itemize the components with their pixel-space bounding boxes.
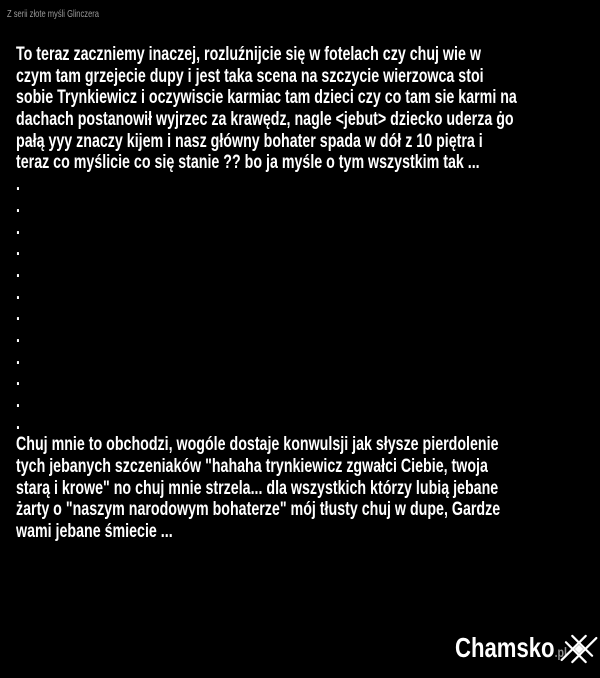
dot-line: . xyxy=(16,368,20,391)
site-logo-tld: .pl xyxy=(554,645,568,660)
rotated-hash-icon xyxy=(559,624,599,674)
meme-text-line: tych jebanych szczeniaków "hahaha trynkiewicz zgwałci Ciebie, twoja xyxy=(16,455,488,478)
dot-line: . xyxy=(16,324,20,347)
dot-line: . xyxy=(16,346,20,369)
meme-text-line: sobie Trynkiewicz i oczywiscie karmiac tam dzieci czy co tam sie karmi na xyxy=(16,86,517,109)
dot-line: . xyxy=(16,281,20,304)
meme-text-line: dachach postanowił wyjrzec za krawędz, nagle <jebut> dziecko uderza ġo xyxy=(16,108,514,131)
dot-line: . xyxy=(16,194,20,217)
series-label: Z serii złote myśli Glinczera xyxy=(7,8,100,20)
meme-text-line: Chuj mnie to obchodzi, wogóle dostaje konwulsji jak słysze pierdolenie xyxy=(16,433,499,456)
meme-text-line: pałą yyy znaczy kijem i nasz główny bohater spada w dół z 10 piętra i xyxy=(16,129,483,152)
dot-line: . xyxy=(16,390,20,412)
meme-text-line: wami jebane śmiecie ... xyxy=(16,520,173,543)
meme-text-line: żarty o "naszym narodowym bohaterze" mój tłusty chuj w dupe, Gardze xyxy=(16,498,501,521)
meme-text-line: czym tam grzejecie dupy i jest taka scena na szczycie wierzowca stoi xyxy=(16,64,484,87)
dot-line: . xyxy=(16,303,20,326)
dot-line: . xyxy=(16,216,20,239)
dot-line: . xyxy=(16,173,20,196)
dot-line: . xyxy=(16,238,20,261)
meme-text-line: teraz co myślicie co się stanie ?? bo ja myśle o tym wszystkim tak ... xyxy=(16,151,480,174)
site-logo-name: Chamsko xyxy=(455,632,555,663)
dot-line: . xyxy=(16,411,20,434)
meme-text-block xyxy=(16,44,600,543)
dot-line: . xyxy=(16,259,20,282)
meme-text-line: starą i krowe" no chuj mnie strzela... dla wszystkich którzy lubią jebane xyxy=(16,476,499,499)
site-logo xyxy=(455,634,567,664)
meme-text-line: To teraz zaczniemy inaczej, rozluźnijcie się w fotelach czy chuj wie w xyxy=(16,43,481,65)
